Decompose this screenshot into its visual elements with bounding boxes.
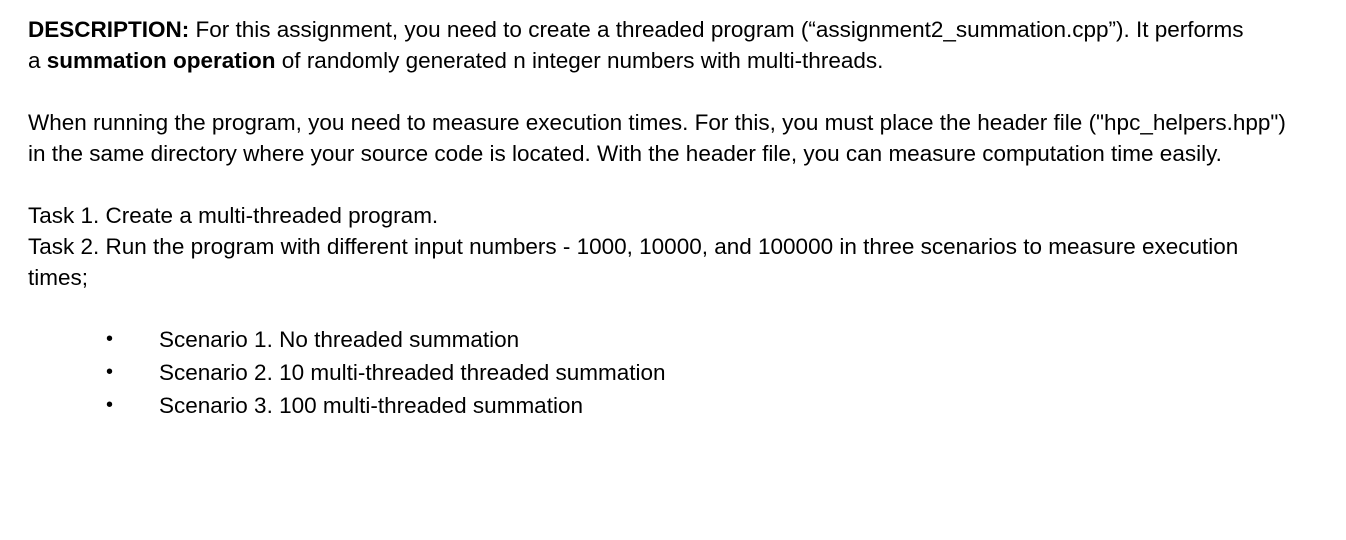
bullet-icon: • [106,328,114,350]
summation-operation-bold: summation operation [46,48,276,73]
list-item [28,389,1306,422]
paragraph-spacer-2 [28,169,1306,200]
paragraph-spacer-1 [28,76,1306,107]
scenarios-list [28,323,1306,422]
measure-paragraph: When running the program, you need to measure execution times. For this, you must place the header file ("hpc_helpers.hpp") in the same directory where your source code is located. With the header file, you can measure computation time easily. [28,110,1286,166]
task-2: Task 2. Run the program with different input numbers - 1000, 10000, and 100000 in three scenarios to measure execution times; [28,234,1239,290]
tasks-block [28,200,1306,293]
scenario-2-label: Scenario 2. 10 multi-threaded threaded summation [159,360,666,385]
description-paragraph [28,14,1258,76]
bullet-icon: • [106,394,114,416]
description-text-part1: For this assignment, you need to create a threaded program (“assignment2_summation.cpp”). It performs a [28,17,1244,73]
description-label: DESCRIPTION: [28,17,190,42]
list-item [28,323,1306,356]
list-item [28,356,1306,389]
description-text-part2: of randomly generated n integer numbers with multi-threads. [275,48,884,73]
bullet-icon: • [106,361,114,383]
task-1: Task 1. Create a multi-threaded program. [28,203,439,228]
scenario-1-label: Scenario 1. No threaded summation [159,327,520,352]
scenario-3-label: Scenario 3. 100 multi-threaded summation [159,393,583,418]
